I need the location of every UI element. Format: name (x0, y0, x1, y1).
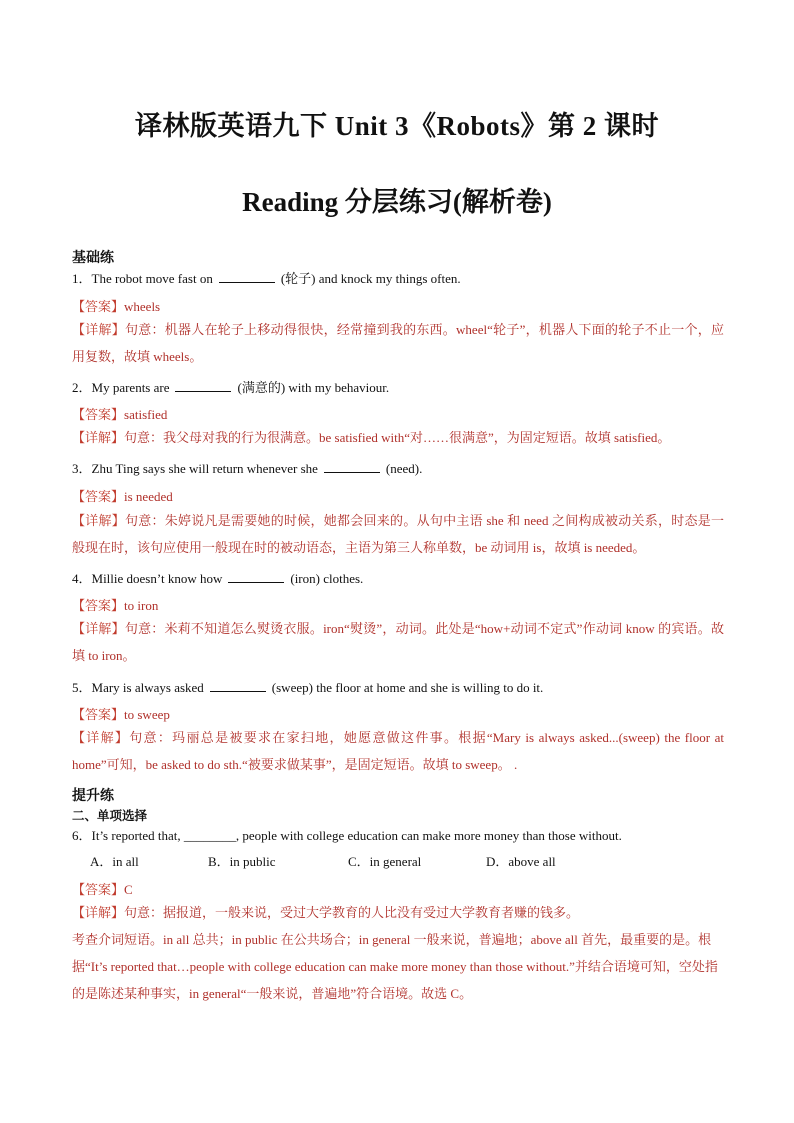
answer-blank (175, 379, 231, 392)
answer-blank (210, 679, 266, 692)
detail-6: 【详解】句意：据报道，一般来说，受过大学教育的人比没有受过大学教育者赚的钱多。 (72, 905, 580, 920)
answer-blank (219, 270, 275, 283)
detail-3: 【详解】句意：朱婷说凡是需要她的时候，她都会回来的。从句中主语 she 和 need 之间构成被动关系，时态是一般现在时，该句应使用一般现在时的被动语态，主语为第三人称单数，be 动词用 is，故填 is needed。 (72, 513, 724, 555)
option-b: B．in public (208, 854, 276, 869)
question-5: 5．Mary is always asked (sweep) the floor at home and she is willing to do it. (72, 680, 544, 695)
question-6: 6．It’s reported that, ________, people with college education can make more money than those without. (72, 828, 622, 843)
detail-4: 【详解】句意：米莉不知道怎么熨烫衣服。iron“熨烫”，动词。此处是“how+动词不定式”作动词 know 的宾语。故填 to iron。 (72, 621, 724, 663)
option-c: C．in general (348, 854, 422, 869)
question-1: 1．The robot move fast on (轮子) and knock my things often. (72, 271, 461, 286)
section-advanced-heading: 提升练 (72, 789, 114, 804)
document-title: 译林版英语九下 Unit 3《Robots》第 2 课时 (134, 111, 660, 141)
single-choice-heading: 二、单项选择 (72, 809, 148, 823)
question-6-options (90, 851, 556, 870)
answer-3: 【答案】is needed (72, 489, 173, 504)
section-basic-heading: 基础练 (72, 251, 114, 266)
explanation-6: 考查介词短语。in all 总共；in public 在公共场合；in general 一般来说，普遍地；above all 首先，最重要的是。根据“It’s reported that…people with college education can make more money than those without.”并结合语境可知，空处指的是陈述某种事实，in general“一般来说，普遍地”符合语境。故选 C。 (72, 932, 718, 1001)
option-a: A．in all (90, 854, 139, 869)
answer-4: 【答案】to iron (72, 598, 159, 613)
answer-6: 【答案】C (72, 882, 133, 897)
detail-2: 【详解】句意：我父母对我的行为很满意。be satisfied with“对……很满意”，为固定短语。故填 satisfied。 (72, 430, 671, 445)
detail-1: 【详解】句意：机器人在轮子上移动得很快，经常撞到我的东西。wheel“轮子”，机器人下面的轮子不止一个，应用复数，故填 wheels。 (72, 322, 724, 364)
question-4: 4．Millie doesn’t know how (iron) clothes. (72, 571, 364, 586)
answer-5: 【答案】to sweep (72, 707, 170, 722)
option-d: D．above all (486, 854, 556, 869)
question-2: 2．My parents are (满意的) with my behaviour. (72, 380, 390, 395)
answer-2: 【答案】satisfied (72, 407, 168, 422)
answer-blank (228, 570, 284, 583)
answer-1: 【答案】wheels (72, 299, 161, 314)
answer-blank (324, 460, 380, 473)
detail-5: 【详解】句意：玛丽总是被要求在家扫地，她愿意做这件事。根据“Mary is always asked...(sweep) the floor at home”可知，be asked to do sth.“被要求做某事”，是固定短语。故填 to sweep。 . (72, 730, 724, 772)
document-subtitle: Reading 分层练习(解析卷) (242, 187, 552, 217)
question-3: 3．Zhu Ting says she will return whenever she (need). (72, 461, 423, 476)
